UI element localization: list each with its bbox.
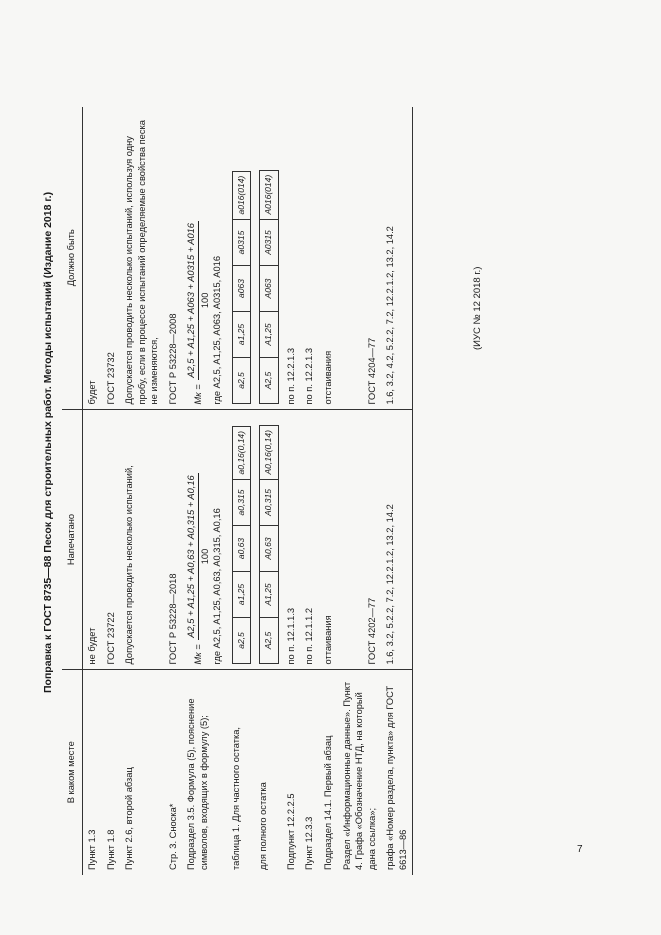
table-row <box>254 107 281 875</box>
table-row <box>120 107 164 875</box>
cell-where: Подпункт 12.2.2.5 <box>285 793 296 870</box>
mini-cell: a0,16(0,14) <box>232 427 250 480</box>
formula-numerator: A2,5 + A1,25 + A063 + A0315 + A016 <box>185 221 199 380</box>
cell-printed: по п. 12.1.1.3 <box>282 410 301 670</box>
cell-should-be: ГОСТ Р 53228—2008 <box>164 107 183 410</box>
mini-cell: a0,315 <box>232 480 250 526</box>
mini-cell: a0315 <box>232 220 250 266</box>
table-row <box>319 107 338 875</box>
cell-printed: ГОСТ 23722 <box>102 410 121 670</box>
cell-printed: ГОСТ 4202—77 <box>338 410 382 670</box>
mini-cell: A1,25 <box>260 312 278 358</box>
mini-cell: A2,5 <box>260 618 278 664</box>
header-printed: Напечатано <box>62 410 83 670</box>
cell-where: Подраздел 3.5. Формула (5), пояснение символов, входящих в формулу (5); <box>186 698 209 870</box>
mini-cell: a2,5 <box>232 358 250 404</box>
table-row <box>102 107 121 875</box>
mini-cell: A0,315 <box>260 480 278 526</box>
cell-should-be: отстаивания <box>319 107 338 410</box>
mini-cell: A0,63 <box>260 526 278 572</box>
formula <box>186 221 210 405</box>
fraction <box>185 221 211 380</box>
cell-where: Пункт 1.3 <box>87 829 97 870</box>
cell-should-cells <box>254 107 281 410</box>
cell-should-be: Допускается проводить несколько испытаний, используя одну пробу, если в процессе испытаний определяемые свойства песка не изменяются, <box>120 107 164 410</box>
mini-table <box>259 170 278 405</box>
page-number: 7 <box>577 844 583 855</box>
mini-table <box>232 426 251 664</box>
cell-should-be: 1.6, 3.2, 4.2, 5.2.2, 7.2, 12.2.1.2, 13.2, 14.2 <box>381 107 413 410</box>
table-row <box>282 107 301 875</box>
cell-where: графа «Номер раздела, пункта» для ГОСТ 6613—86 <box>381 670 413 875</box>
mini-cell: a1,25 <box>232 572 250 618</box>
mini-table <box>259 425 278 664</box>
cell-where: Пункт 1.8 <box>105 829 116 870</box>
table-row <box>227 107 254 875</box>
mini-cell: A1,25 <box>260 572 278 618</box>
mini-cell: A0315 <box>260 220 278 266</box>
formula-lhs: Мк = <box>192 384 203 405</box>
cell-should-be: будет <box>83 107 102 410</box>
mini-cell: a1,25 <box>232 312 250 358</box>
cell-printed: не будет <box>83 410 102 670</box>
cell-where: таблица 1. Для частного остатка, <box>230 727 241 870</box>
cell-where: для полного остатка <box>258 782 269 870</box>
cell-should-cells <box>227 107 254 410</box>
ius-stamp: (ИУС № 12 2018 г.) <box>472 266 483 350</box>
mini-cell: A2,5 <box>260 358 278 404</box>
corrections-table <box>62 107 413 875</box>
formula-where: где A2,5, A1,25, A0,63, A0,315, A0,16 <box>212 508 223 665</box>
cell-where: Раздел «Информационные данные». Пункт 4. Графа «Обозначение НТД, на который дана ссылка»; <box>341 681 377 870</box>
cell-should-be: по п. 12.2.1.3 <box>282 107 301 410</box>
formula-where: где A2,5, A1,25, A063, A0315, A016 <box>212 256 223 405</box>
cell-printed: оттаивания <box>319 410 338 670</box>
mini-cell: a063 <box>232 266 250 312</box>
cell-printed: ГОСТ Р 53228—2018 <box>164 410 183 670</box>
table-row <box>182 107 227 875</box>
mini-cell: A0,16(0,14) <box>260 426 278 480</box>
formula-denominator: 100 <box>199 548 210 565</box>
mini-table <box>232 171 251 405</box>
cell-should-be: по п. 12.2.1.3 <box>300 107 319 410</box>
header-where: В каком месте <box>62 670 83 875</box>
cell-should-be: ГОСТ 4204—77 <box>338 107 382 410</box>
mini-cell: A016(014) <box>260 170 278 220</box>
table-row <box>164 107 183 875</box>
mini-cell: a0,63 <box>232 526 250 572</box>
cell-where: Пункт 12.3.3 <box>304 816 315 870</box>
cell-printed: по п. 12.1.1.2 <box>300 410 319 670</box>
page-title: Поправка к ГОСТ 8735—88 Песок для строительных работ. Методы испытаний (Издание 2018 г.) <box>42 191 54 693</box>
formula-denominator: 100 <box>199 292 210 309</box>
cell-printed-formula <box>182 410 227 670</box>
cell-should-formula <box>182 107 227 410</box>
table-row <box>381 107 413 875</box>
cell-should-be: ГОСТ 23732 <box>102 107 121 410</box>
cell-printed-cells <box>227 410 254 670</box>
mini-cell: A063 <box>260 266 278 312</box>
cell-where: Подраздел 14.1. Первый абзац <box>322 735 333 870</box>
mini-cell: a2,5 <box>232 618 250 664</box>
fraction <box>185 473 211 639</box>
cell-printed-cells <box>254 410 281 670</box>
table-row <box>83 107 102 875</box>
mini-cell: a016(014) <box>232 171 250 220</box>
table-row <box>300 107 319 875</box>
header-should-be: Должно быть <box>62 107 83 410</box>
formula <box>186 473 210 665</box>
formula-lhs: Мк = <box>192 644 203 665</box>
cell-printed: Допускается проводить несколько испытаний, <box>120 410 164 670</box>
table-row <box>338 107 382 875</box>
header-row <box>62 107 83 875</box>
cell-where: Пункт 2.6, второй абзац <box>124 767 135 870</box>
formula-numerator: A2,5 + A1,25 + A0,63 + A0,315 + A0,16 <box>185 473 199 639</box>
cell-where: Стр. 3. Сноска* <box>167 803 178 870</box>
cell-printed: 1.6, 3.2, 5.2.2, 7.2, 12.2.1.2, 13.2, 14.2 <box>381 410 413 670</box>
